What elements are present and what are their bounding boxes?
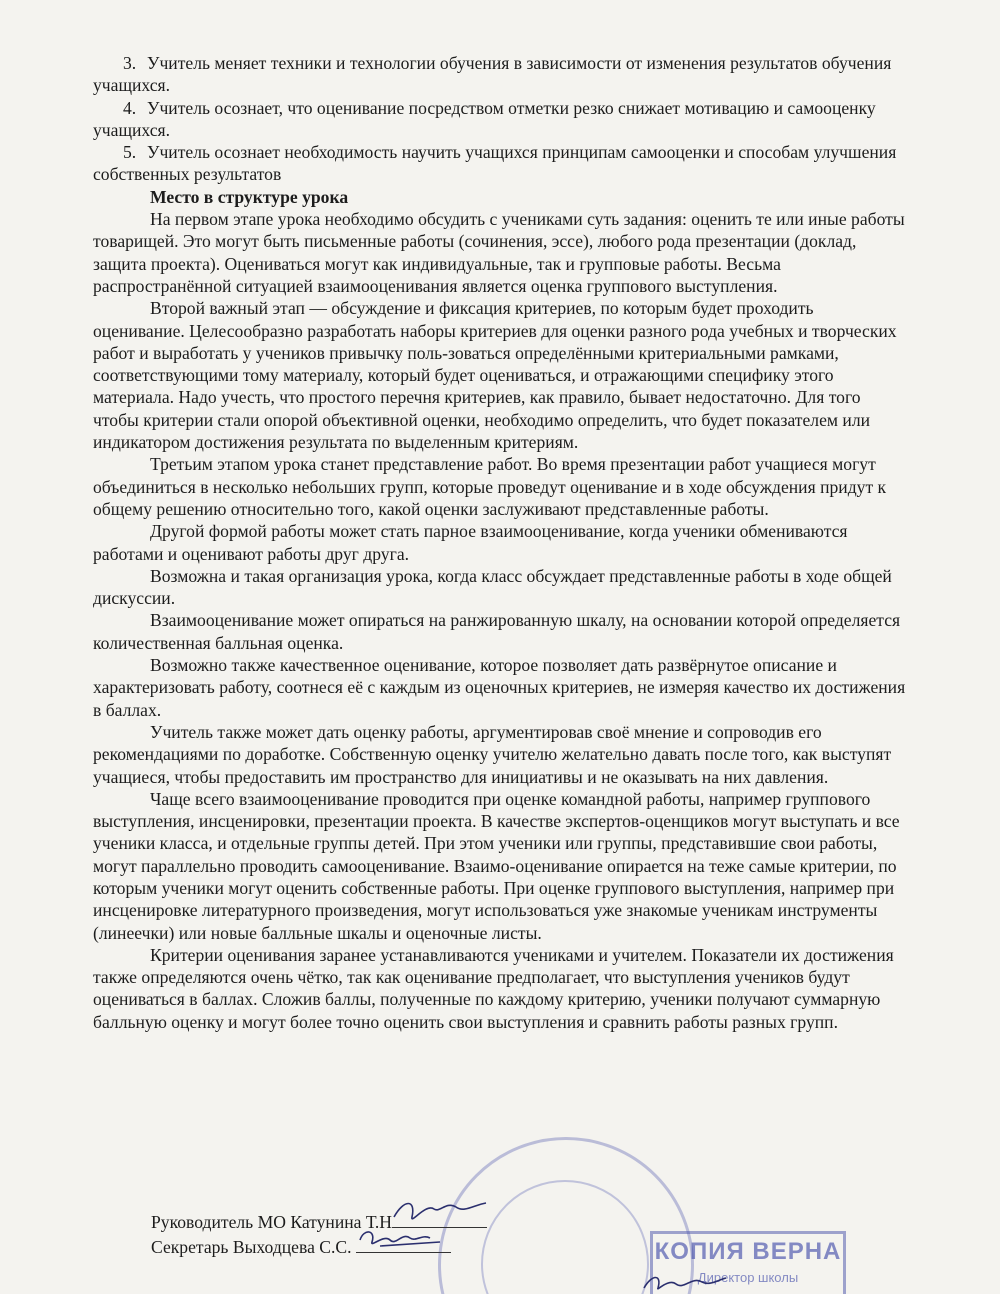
list-item: [93, 141, 908, 186]
paragraph: Взаимооценивание может опираться на ранжированную шкалу, на основании которой определяется количественная балльная оценка.: [93, 610, 901, 653]
secretary-name: Секретарь Выходцева С.С.: [151, 1236, 352, 1257]
paragraph: Второй важный этап — обсуждение и фиксация критериев, по которым будет проходить оценивание. Целесообразно разработать наборы критериев для оценки разного рода учебных и творческих работ и выработать у учеников привычку поль-зоваться определёнными критериальными рамками, соответствующими тому материалу, который будет оцениваться, и отражающими специфику этого материала. Надо учесть, что простого перечня критериев, как правило, бывает недостаточно. Для того чтобы критерии стали опорой объективной оценки, необходимо определить, что будет показателем или индикатором достижения результата по выделенным критериям.: [93, 298, 897, 453]
paragraph: Чаще всего взаимооценивание проводится при оценке командной работы, например группового выступления, инсценировки, презентации проекта. В качестве экспертов-оценщиков могут выступать и все ученики класса, и отдельные группы детей. При этом ученики или группы, представившие свои работы, могут параллельно проводить самооценивание. Взаимо-оценивание опирается на теже самые критерии, по которым ученики могут оценить собственные работы. При оценке группового выступления, например при инсценировке литературного произведения, могут использоваться уже знакомые ученикам инструменты (линеечки) или новые балльные шкалы и оценочные листы.: [93, 788, 900, 943]
paragraph: На первом этапе урока необходимо обсудить с учениками суть задания: оценить те или иные работы товарищей. Это могут быть письменные работы (сочинения, эссе), любого рода презентации (доклад, защита проекта). Оцениваться могут как индивидуальные, так и групповые работы. Весьма распространённой ситуацией взаимооценивания является оценка группового выступления.: [93, 209, 905, 296]
list-number: 4.: [123, 97, 137, 118]
secretary-signature: [356, 1234, 451, 1253]
document-body: [93, 52, 908, 1033]
list-text: Учитель меняет техники и технологии обучения в зависимости от изменения результатов обучения учащихся.: [93, 53, 892, 96]
list-number: 5.: [123, 142, 137, 163]
list-number: 3.: [123, 53, 137, 73]
section-heading: Место в структуре урока: [150, 186, 349, 207]
list-item: [93, 52, 908, 97]
paragraph: Третьим этапом урока станет представление работ. Во время презентации работ учащиеся могут объединиться в несколько небольших групп, которые проведут оценивание и в ходе обсуждения придут к общему решению относительно того, какой оценки заслуживают представленные работы.: [93, 454, 887, 519]
list-item: [93, 97, 908, 142]
paragraph: Другой формой работы может стать парное взаимооценивание, когда ученики обмениваются работами и оценивают работы друг друга.: [93, 521, 848, 564]
head-name: Руководитель МО Катунина Т.Н: [151, 1212, 392, 1232]
paragraph: Возможна и такая организация урока, когда класс обсуждает представленные работы в ходе общей дискуссии.: [93, 565, 892, 609]
signature-block: [151, 1209, 487, 1258]
paragraph: Возможно также качественное оценивание, которое позволяет дать развёрнутое описание и характеризовать работу, соотнеся её с каждым из оценочных критериев, не измеряя качество их достижения в баллах.: [93, 655, 906, 720]
stamp-subtitle: Директор школы: [697, 1270, 799, 1285]
list-text: Учитель осознает, что оценивание посредством отметки резко снижает мотивацию и самооценку учащихся.: [93, 97, 876, 140]
signature-line-secretary: [151, 1234, 487, 1259]
paragraph: Учитель также может дать оценку работы, аргументировав своё мнение и сопроводив его рекомендациями по доработке. Собственную оценку учителю желательно давать после того, как выступят учащиеся, чтобы предоставить им пространство для инициативы и не оказывать на них давления.: [93, 721, 892, 787]
list-text: Учитель осознает необходимость научить учащихся принципам самооценки и способам улучшения собственных результатов: [93, 142, 897, 185]
paragraph: Критерии оценивания заранее устанавливаются учениками и учителем. Показатели их достижения также определяются очень чётко, так как оценивание предполагает, что выступления учеников будут оцениваться в баллах. Сложив баллы, полученные по каждому критерию, ученики получают суммарную балльную оценку и могут более точно оценить свои выступления и сравнить работы разных групп.: [93, 944, 894, 1032]
director-signature: [640, 1268, 730, 1294]
stamp-title: КОПИЯ ВЕРНА: [654, 1238, 842, 1265]
